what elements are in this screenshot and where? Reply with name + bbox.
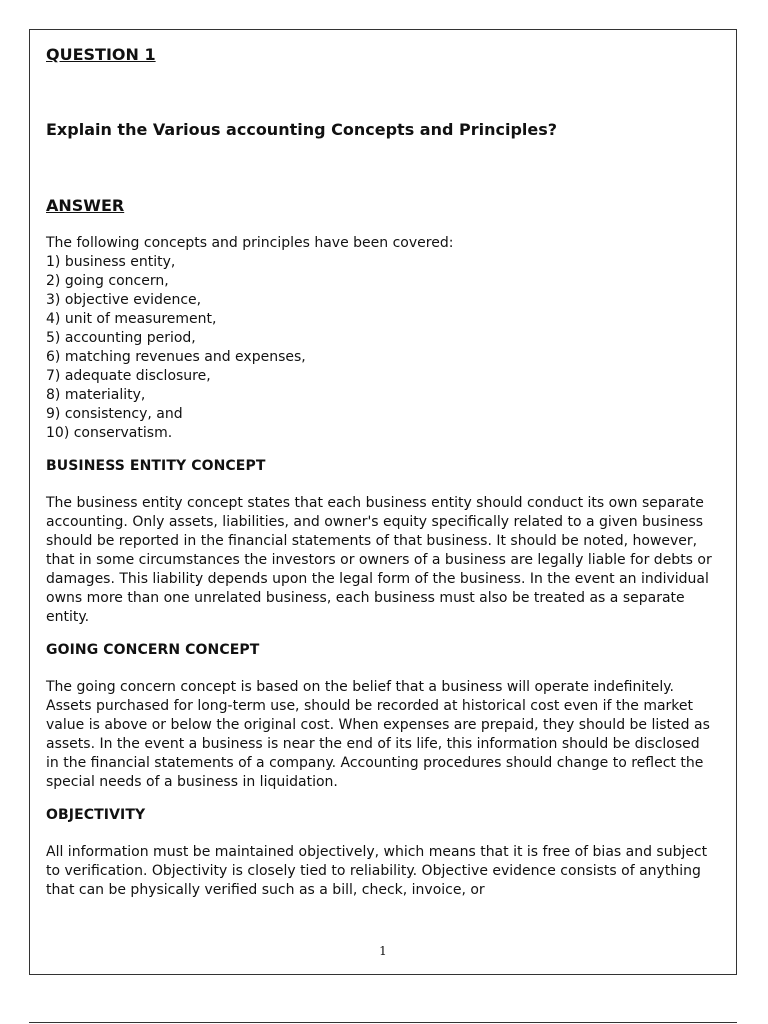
page-number: 1 xyxy=(379,944,387,958)
question-heading: QUESTION 1 xyxy=(46,45,156,64)
list-item: 1) business entity, xyxy=(46,254,176,270)
next-page-divider xyxy=(29,1022,737,1023)
list-item: 9) consistency, and xyxy=(46,406,183,422)
business-entity-paragraph: The business entity concept states that each business entity should conduct its own separate accounting. Only assets, liabilities, and owner's equity specifically related to a given business should be reported in the financial statements of that business. It should be noted, however, that in some circumstances the investors or owners of a business are legally liable for debts or damages. This liability depends upon the legal form of the business. In the event an individual owns more than one unrelated business, each business must also be treated as a separate entity. xyxy=(46,495,712,625)
list-item: 7) adequate disclosure, xyxy=(46,368,211,384)
list-item: 4) unit of measurement, xyxy=(46,311,217,327)
list-item: 5) accounting period, xyxy=(46,330,196,346)
list-item: 10) conservatism. xyxy=(46,425,173,441)
concepts-list xyxy=(46,253,716,443)
intro-paragraph: The following concepts and principles have been covered: xyxy=(46,235,454,251)
going-concern-paragraph: The going concern concept is based on the belief that a business will operate indefinitely. Assets purchased for long-term use, should be recorded at historical cost even if the market value is above or below the original cost. When expenses are prepaid, they should be listed as assets. In the event a business is near the end of its life, this information should be disclosed in the financial statements of a company. Accounting procedures should change to reflect the special needs of a business in liquidation. xyxy=(46,679,710,790)
page-content xyxy=(46,43,716,900)
business-entity-heading: BUSINESS ENTITY CONCEPT xyxy=(46,458,266,474)
list-item: 2) going concern, xyxy=(46,273,169,289)
list-item: 3) objective evidence, xyxy=(46,292,202,308)
question-text: Explain the Various accounting Concepts and Principles? xyxy=(46,120,558,139)
objectivity-heading: OBJECTIVITY xyxy=(46,807,146,823)
document-page xyxy=(29,29,737,975)
list-item: 6) matching revenues and expenses, xyxy=(46,349,306,365)
answer-heading: ANSWER xyxy=(46,196,125,215)
objectivity-paragraph: All information must be maintained objectively, which means that it is free of bias and subject to verification. Objectivity is closely tied to reliability. Objective evidence consists of anything that can be physically verified such as a bill, check, invoice, or xyxy=(46,844,708,898)
list-item: 8) materiality, xyxy=(46,387,146,403)
going-concern-heading: GOING CONCERN CONCEPT xyxy=(46,642,260,658)
